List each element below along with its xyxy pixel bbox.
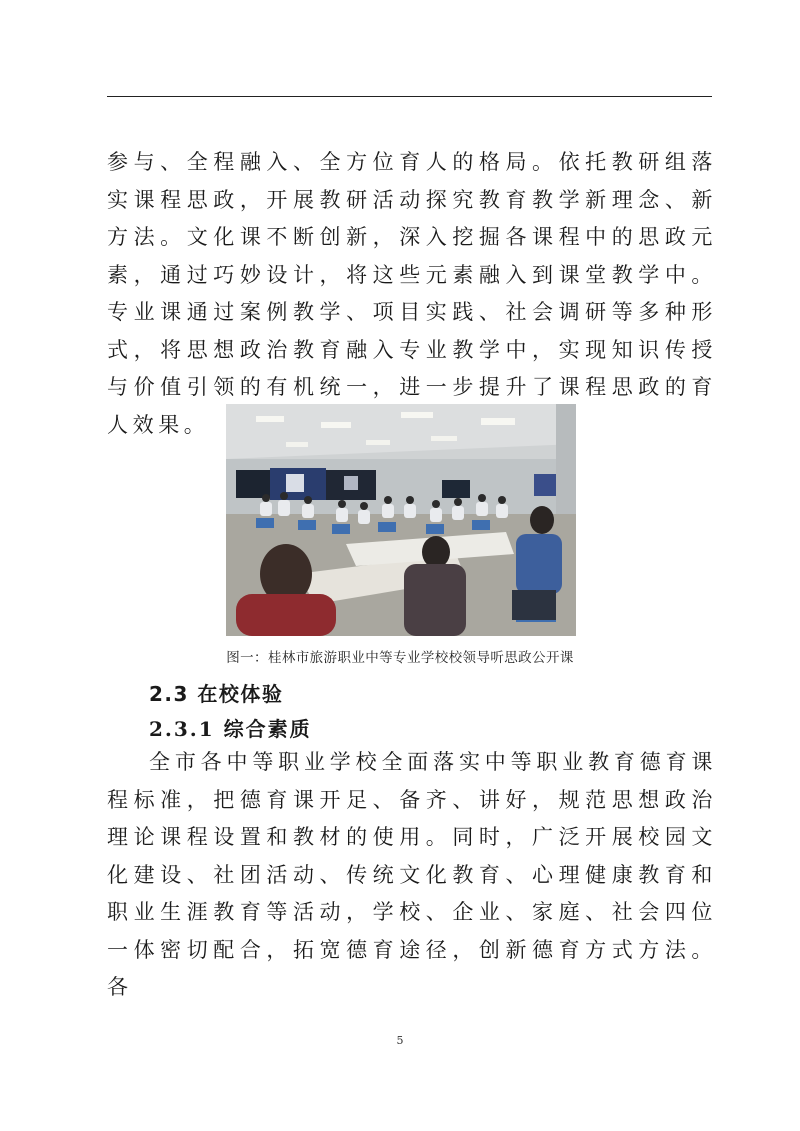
figure-caption: 图一：桂林市旅游职业中等专业学校校领导听思政公开课 <box>226 650 574 666</box>
body-paragraph: 全市各中等职业学校全面落实中等职业教育德育课程标准，把德育课开足、备齐、讲好，规范思想政治理论课程设置和教材的使用。同时，广泛开展校园文化建设、社团活动、传统文化教育、心理健康教育和职业生涯教育等活动，学校、企业、家庭、社会四位一体密切配合，拓宽德育途径，创新德育方式方法。各 <box>107 750 717 999</box>
header-rule <box>107 96 712 97</box>
body-paragraph: 参与、全程融入、全方位育人的格局。依托教研组落实课程思政，开展教研活动探究教育教学新理念、新方法。文化课不断创新，深入挖掘各课程中的思政元素，通过巧妙设计，将这些元素融入到课堂教学中。专业课通过案例教学、项目实践、社会调研等多种形式，将思想政治教育融入专业教学中，实现知识传授与价值引领的有机统一，进一步提升了课程思政的育人效果。 <box>107 150 717 437</box>
section-heading: 2.3 在校体验 <box>149 682 284 706</box>
page-number: 5 <box>396 1034 404 1047</box>
subsection-heading: 2.3.1 综合素质 <box>149 717 312 741</box>
classroom-photo <box>226 404 576 636</box>
